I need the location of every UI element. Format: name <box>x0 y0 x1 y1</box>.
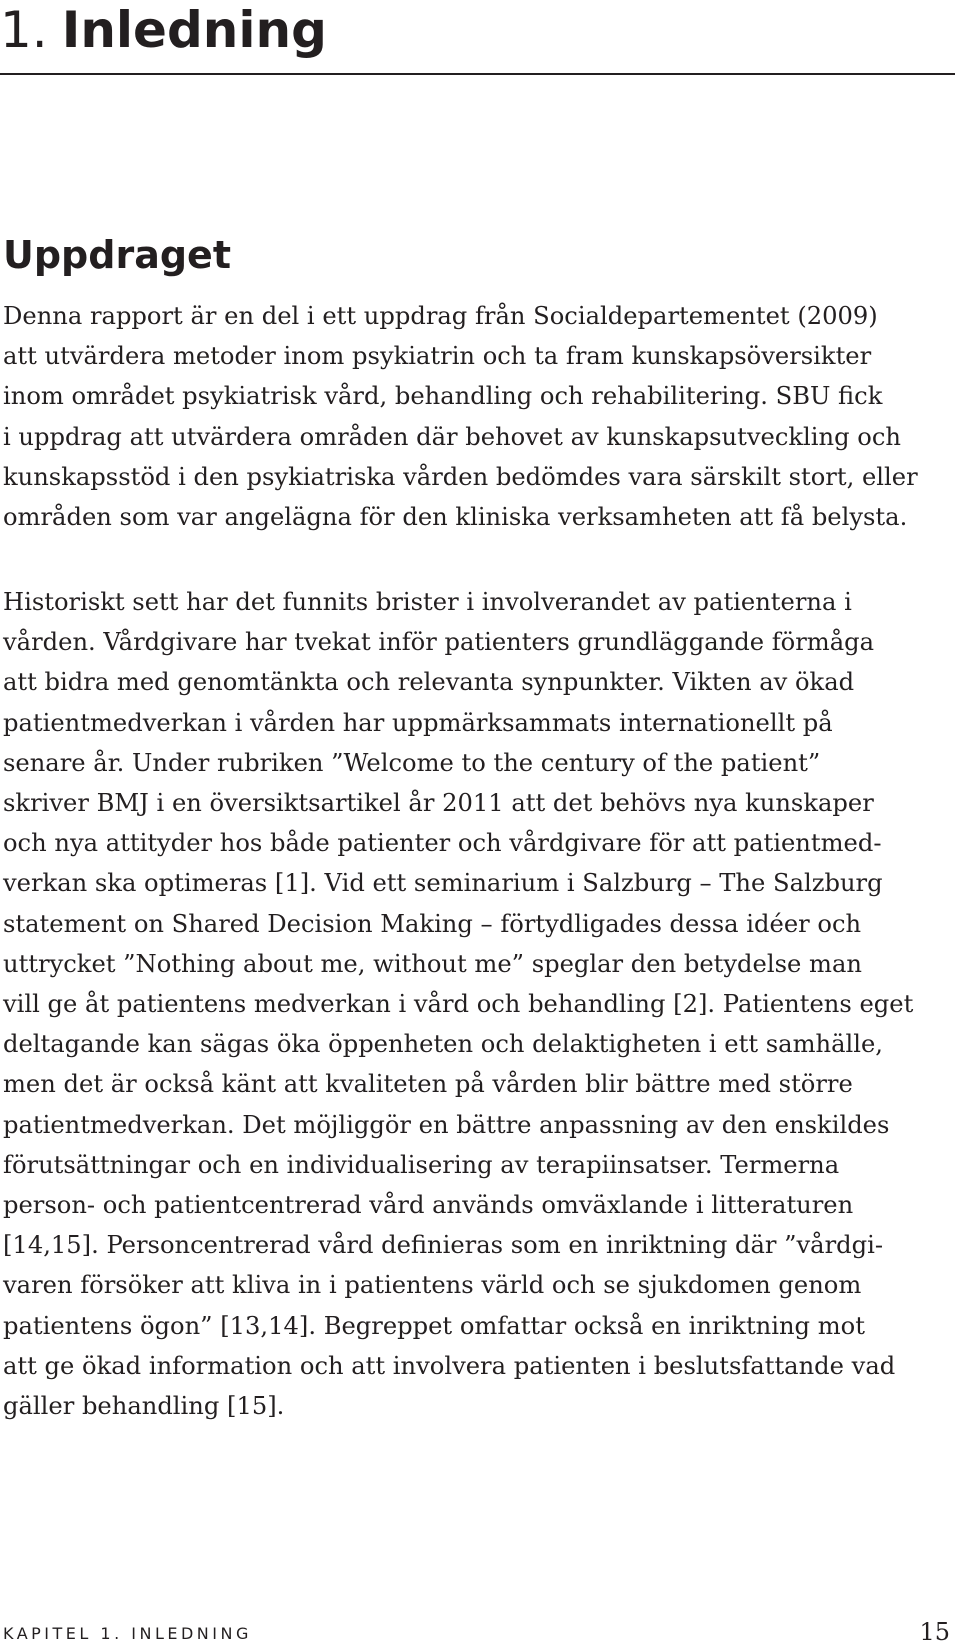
paragraph-1 <box>3 296 958 537</box>
text-line: och nya attityder hos både patienter och vårdgivare för att patientmed- <box>3 829 882 858</box>
text-line: vården. Vårdgivare har tvekat inför patienters grundläggande förmåga <box>3 628 875 657</box>
text-line: förutsättningar och en individualisering av terapiinsatser. Termerna <box>3 1150 840 1179</box>
text-line: verkan ska optimeras [1]. Vid ett seminarium i Salzburg – The Salzburg <box>3 869 883 898</box>
heading-rule <box>0 73 955 75</box>
text-line: skriver BMJ i en översiktsartikel år 2011 att det behövs nya kunskaper <box>3 789 874 818</box>
text-line: inom området psykiatrisk vård, behandling och rehabilitering. SBU fick <box>3 382 883 411</box>
paragraph-2 <box>3 582 958 1426</box>
text-line: uttrycket ”Nothing about me, without me” speglar den betydelse man <box>3 949 862 978</box>
text-line: patientens ögon” [13,14]. Begreppet omfattar också en inriktning mot <box>3 1311 865 1340</box>
text-line: i uppdrag att utvärdera områden där behovet av kunskapsutveckling och <box>3 422 901 451</box>
text-line: gäller behandling [15]. <box>3 1392 285 1421</box>
text-line: person- och patientcentrerad vård används omväxlande i litteraturen <box>3 1191 854 1220</box>
chapter-title: Inledning <box>61 1 327 59</box>
text-line: statement on Shared Decision Making – förtydligades dessa idéer och <box>3 909 862 938</box>
text-line: vill ge åt patientens medverkan i vård och behandling [2]. Patientens eget <box>3 990 914 1019</box>
text-line: patientmedverkan. Det möjliggör en bättre anpassning av den enskildes <box>3 1110 890 1139</box>
text-line: att utvärdera metoder inom psykiatrin och ta fram kunskapsöversikter <box>3 342 872 371</box>
text-line: områden som var angelägna för den kliniska verksamheten att få belysta. <box>3 503 908 532</box>
chapter-number: 1. <box>0 1 48 59</box>
chapter-heading <box>0 0 327 60</box>
text-line: deltagande kan sägas öka öppenheten och delaktigheten i ett samhälle, <box>3 1030 883 1059</box>
text-line: att ge ökad information och att involvera patienten i beslutsfattande vad <box>3 1351 896 1380</box>
text-line: Historiskt sett har det funnits brister i involverandet av patienterna i <box>3 588 852 616</box>
text-line: att bidra med genomtänkta och relevanta synpunkter. Vikten av ökad <box>3 668 855 697</box>
text-line: men det är också känt att kvaliteten på vården blir bättre med större <box>3 1070 853 1099</box>
footer-chapter-label: KAPITEL 1. INLEDNING <box>3 1624 252 1643</box>
text-line: Denna rapport är en del i ett uppdrag från Socialdepartementet (2009) <box>3 302 878 330</box>
text-line: [14,15]. Personcentrerad vård definieras som en inriktning där ”vårdgi- <box>3 1231 884 1260</box>
text-line: senare år. Under rubriken ”Welcome to the century of the patient” <box>3 748 821 777</box>
text-line: kunskapsstöd i den psykiatriska vården bedömdes vara särskilt stort, eller <box>3 462 918 491</box>
text-line: patientmedverkan i vården har uppmärksammats internationellt på <box>3 708 833 737</box>
page-number: 15 <box>919 1618 950 1646</box>
text-line: varen försöker att kliva in i patientens värld och se sjukdomen genom <box>3 1271 862 1300</box>
section-heading: Uppdraget <box>3 233 231 277</box>
